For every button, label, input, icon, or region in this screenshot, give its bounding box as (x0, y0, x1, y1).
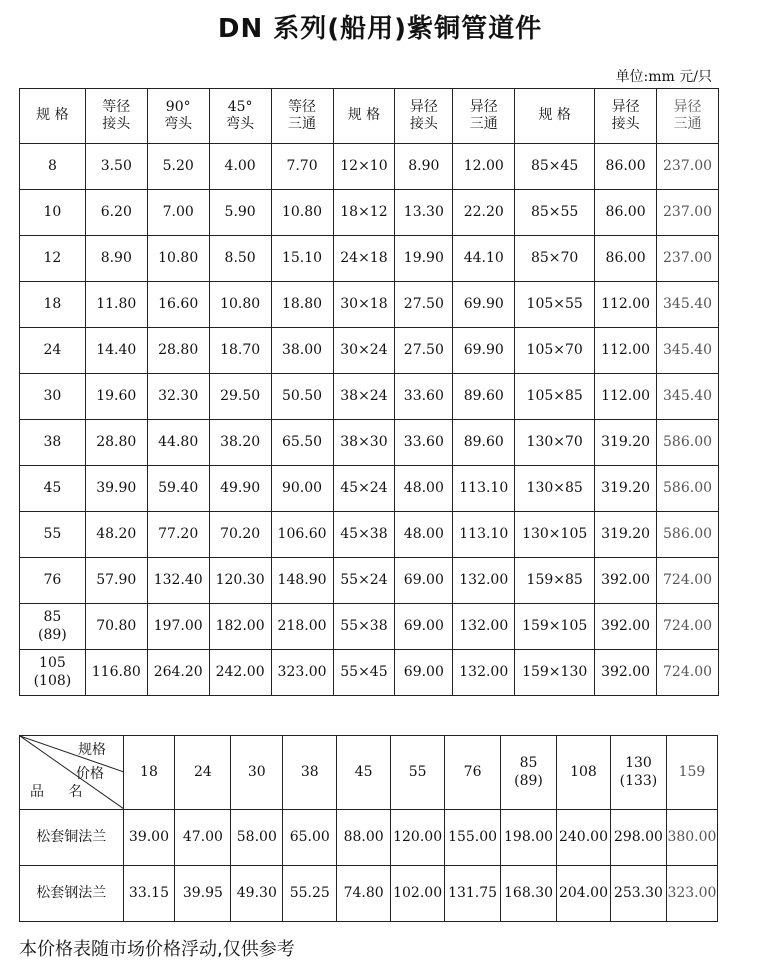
cell-text-line: 等径 (102, 98, 131, 115)
spec-cell (20, 420, 86, 466)
table-row (20, 374, 719, 420)
table-header-row (20, 89, 719, 144)
table-cell: 15.10 (271, 236, 333, 282)
table-cell: 105×85 (515, 374, 595, 420)
column-header (271, 89, 333, 144)
table-cell: 345.40 (657, 328, 719, 374)
table-cell: 10.80 (209, 282, 271, 328)
table-cell: 237.00 (657, 144, 719, 190)
table-cell: 132.00 (453, 558, 515, 604)
corner-spec-label: 规格 (78, 742, 106, 758)
table-cell: 69.00 (395, 650, 453, 696)
table-cell: 58.00 (231, 810, 283, 866)
table-cell: 65.50 (271, 420, 333, 466)
table-cell: 45×24 (333, 466, 395, 512)
table-cell: 47.00 (175, 810, 231, 866)
table-cell: 106.60 (271, 512, 333, 558)
table-cell: 86.00 (595, 236, 657, 282)
table-row (20, 650, 719, 696)
spec-cell (20, 236, 86, 282)
table-cell: 69.90 (453, 282, 515, 328)
table-cell: 57.90 (85, 558, 147, 604)
column-header (283, 736, 337, 810)
cell-text-line: 异径 (409, 98, 438, 115)
table-cell: 132.00 (453, 650, 515, 696)
table-cell: 38.20 (209, 420, 271, 466)
column-header (666, 736, 717, 810)
table-cell: 113.10 (453, 466, 515, 512)
column-header (595, 89, 657, 144)
table-cell: 65.00 (283, 810, 337, 866)
table-cell: 18.70 (209, 328, 271, 374)
table-cell: 6.20 (85, 190, 147, 236)
table-cell: 86.00 (595, 144, 657, 190)
spec-cell (20, 512, 86, 558)
table-row (20, 604, 719, 650)
table-row (20, 512, 719, 558)
table-cell: 28.80 (147, 328, 209, 374)
table-cell: 131.75 (445, 866, 501, 922)
column-header (657, 89, 719, 144)
table-cell: 77.20 (147, 512, 209, 558)
table-cell: 32.30 (147, 374, 209, 420)
table-cell: 48.20 (85, 512, 147, 558)
table-cell: 130×105 (515, 512, 595, 558)
table-cell: 49.90 (209, 466, 271, 512)
table-cell: 55.25 (283, 866, 337, 922)
table-cell: 33.60 (395, 420, 453, 466)
unit-label: 单位:mm 元/只 (615, 69, 712, 85)
table-cell: 198.00 (501, 810, 557, 866)
table-row (20, 328, 719, 374)
table-cell: 59.40 (147, 466, 209, 512)
cell-text-line: 90° (165, 98, 191, 115)
cell-text-line: 12 (43, 249, 62, 266)
cell-text-line: 三通 (288, 116, 317, 132)
table-cell: 28.80 (85, 420, 147, 466)
table-cell: 44.80 (147, 420, 209, 466)
table-cell: 586.00 (657, 420, 719, 466)
table-cell: 55×45 (333, 650, 395, 696)
table-cell: 120.30 (209, 558, 271, 604)
cell-text-line: 55 (43, 525, 62, 542)
table-cell: 218.00 (271, 604, 333, 650)
table-cell: 392.00 (595, 558, 657, 604)
table-cell: 29.50 (209, 374, 271, 420)
diagonal-header-cell (20, 736, 124, 810)
flange-price-table (19, 735, 718, 922)
table-cell: 27.50 (395, 328, 453, 374)
spec-cell (20, 328, 86, 374)
table-cell: 44.10 (453, 236, 515, 282)
cell-text-line: 85 (43, 609, 62, 625)
cell-text-line: 10 (43, 203, 62, 220)
table-cell: 48.00 (395, 512, 453, 558)
table-cell: 586.00 (657, 466, 719, 512)
table-row (20, 466, 719, 512)
table-cell: 298.00 (610, 810, 666, 866)
cell-text-line: 接头 (409, 116, 438, 132)
table-cell: 112.00 (595, 374, 657, 420)
table-cell: 345.40 (657, 374, 719, 420)
table-cell: 12.00 (453, 144, 515, 190)
column-header (85, 89, 147, 144)
table-cell: 724.00 (657, 604, 719, 650)
table-cell: 724.00 (657, 650, 719, 696)
cell-text-line: 8 (47, 157, 57, 174)
table-cell: 45×38 (333, 512, 395, 558)
table-cell: 392.00 (595, 604, 657, 650)
spec-cell (20, 282, 86, 328)
table-cell: 85×55 (515, 190, 595, 236)
table-cell: 27.50 (395, 282, 453, 328)
cell-text-line: 76 (43, 571, 62, 588)
column-header (501, 736, 557, 810)
table-cell: 105×70 (515, 328, 595, 374)
column-header (209, 89, 271, 144)
cell-text-line: 异径 (469, 98, 498, 115)
cell-text-line: 18 (43, 295, 62, 312)
cell-text-line: 45 (354, 763, 373, 780)
table-cell: 70.20 (209, 512, 271, 558)
table-cell: 3.50 (85, 144, 147, 190)
table-cell: 90.00 (271, 466, 333, 512)
table-cell: 155.00 (445, 810, 501, 866)
table-cell: 24×18 (333, 236, 395, 282)
cell-text-line: 异径 (673, 98, 702, 115)
table-cell: 55×24 (333, 558, 395, 604)
table-row (20, 282, 719, 328)
table-cell: 33.60 (395, 374, 453, 420)
cell-text-line: 弯头 (226, 116, 255, 132)
table-row (20, 190, 719, 236)
table-cell: 85×45 (515, 144, 595, 190)
cell-text-line: 55 (408, 763, 427, 780)
table-cell: 8.90 (85, 236, 147, 282)
page-title: DN 系列(船用)紫铜管道件 (217, 14, 543, 44)
table-cell: 14.40 (85, 328, 147, 374)
table-cell: 49.30 (231, 866, 283, 922)
table-cell: 132.00 (453, 604, 515, 650)
column-header (123, 736, 175, 810)
table-cell: 30×24 (333, 328, 395, 374)
table-cell: 22.20 (453, 190, 515, 236)
table-row (20, 866, 718, 922)
table-cell: 319.20 (595, 466, 657, 512)
table-cell: 380.00 (666, 810, 717, 866)
column-header (175, 736, 231, 810)
table-cell: 38.00 (271, 328, 333, 374)
table-cell: 5.90 (209, 190, 271, 236)
column-header (453, 89, 515, 144)
table-cell: 10.80 (271, 190, 333, 236)
table-cell: 319.20 (595, 420, 657, 466)
table-cell: 264.20 (147, 650, 209, 696)
corner-name-label: 品 名 (30, 784, 93, 800)
table-cell: 159×105 (515, 604, 595, 650)
cell-text-line: 76 (463, 763, 482, 780)
table-cell: 253.30 (610, 866, 666, 922)
table-cell: 345.40 (657, 282, 719, 328)
table-cell: 116.80 (85, 650, 147, 696)
table-cell: 323.00 (666, 866, 717, 922)
cell-text-line: 规 格 (347, 107, 381, 124)
column-header (333, 89, 395, 144)
table-cell: 112.00 (595, 282, 657, 328)
table-cell: 112.00 (595, 328, 657, 374)
table-row (20, 810, 718, 866)
column-header (445, 736, 501, 810)
table-cell: 19.90 (395, 236, 453, 282)
table-cell: 102.00 (391, 866, 445, 922)
cell-text-line: 接头 (611, 116, 640, 132)
table-cell: 130×85 (515, 466, 595, 512)
cell-text-line: 108 (570, 763, 597, 780)
table-cell: 50.50 (271, 374, 333, 420)
table-cell: 130×70 (515, 420, 595, 466)
column-header (147, 89, 209, 144)
table-cell: 30×18 (333, 282, 395, 328)
cell-text-line: 弯头 (164, 116, 193, 132)
cell-text-line: (133) (619, 772, 658, 789)
table-cell: 89.60 (453, 374, 515, 420)
cell-text-line: 三通 (469, 116, 498, 132)
table-cell: 7.70 (271, 144, 333, 190)
table-cell: 5.20 (147, 144, 209, 190)
table-cell: 392.00 (595, 650, 657, 696)
table-cell: 18.80 (271, 282, 333, 328)
column-header (20, 89, 86, 144)
table-cell: 8.90 (395, 144, 453, 190)
column-header (391, 736, 445, 810)
table-cell: 113.10 (453, 512, 515, 558)
cell-text-line: 130 (625, 755, 652, 771)
cell-text-line: (89) (514, 772, 543, 789)
table-cell: 39.00 (123, 810, 175, 866)
table-cell: 89.60 (453, 420, 515, 466)
column-header (610, 736, 666, 810)
cell-text-line: (89) (38, 626, 67, 643)
table-cell: 120.00 (391, 810, 445, 866)
table-cell: 70.80 (85, 604, 147, 650)
table-cell: 323.00 (271, 650, 333, 696)
spec-cell (20, 558, 86, 604)
spec-cell (20, 374, 86, 420)
spec-cell (20, 650, 86, 696)
cell-text-line: (108) (33, 672, 72, 689)
product-name-cell: 松套铜法兰 (20, 810, 124, 866)
spec-cell (20, 190, 86, 236)
table-cell: 7.00 (147, 190, 209, 236)
cell-text-line: 30 (247, 763, 266, 780)
cell-text-line: 规 格 (36, 107, 69, 124)
corner-price-label: 价格 (76, 766, 104, 782)
table-cell: 10.80 (147, 236, 209, 282)
table-cell: 237.00 (657, 190, 719, 236)
column-header (515, 89, 595, 144)
table-cell: 12×10 (333, 144, 395, 190)
table-header-row (20, 736, 718, 810)
cell-text-line: 规 格 (538, 107, 571, 124)
cell-text-line: 24 (193, 763, 212, 780)
table-cell: 237.00 (657, 236, 719, 282)
cell-text-line: 24 (43, 341, 62, 358)
table-cell: 19.60 (85, 374, 147, 420)
table-cell: 240.00 (557, 810, 611, 866)
table-cell: 148.90 (271, 558, 333, 604)
table-cell: 18×12 (333, 190, 395, 236)
table-cell: 33.15 (123, 866, 175, 922)
column-header (337, 736, 391, 810)
fittings-price-table (19, 88, 719, 696)
table-cell: 88.00 (337, 810, 391, 866)
table-cell: 204.00 (557, 866, 611, 922)
cell-text-line: 18 (140, 763, 158, 780)
cell-text-line: 等径 (288, 98, 317, 115)
table-cell: 197.00 (147, 604, 209, 650)
table-cell: 182.00 (209, 604, 271, 650)
cell-text-line: 105 (39, 655, 66, 671)
table-cell: 159×85 (515, 558, 595, 604)
cell-text-line: 85 (519, 755, 538, 771)
cell-text-line: 30 (43, 387, 62, 404)
cell-text-line: 接头 (102, 116, 131, 132)
table-row (20, 558, 719, 604)
table-cell: 11.80 (85, 282, 147, 328)
table-cell: 242.00 (209, 650, 271, 696)
table-cell: 39.90 (85, 466, 147, 512)
table-cell: 13.30 (395, 190, 453, 236)
table-cell: 74.80 (337, 866, 391, 922)
table-cell: 38×24 (333, 374, 395, 420)
table-cell: 39.95 (175, 866, 231, 922)
table-cell: 168.30 (501, 866, 557, 922)
cell-text-line: 45° (227, 98, 253, 115)
table-row (20, 144, 719, 190)
spec-cell (20, 144, 86, 190)
spec-cell (20, 466, 86, 512)
table-cell: 55×38 (333, 604, 395, 650)
table-cell: 85×70 (515, 236, 595, 282)
cell-text-line: 38 (43, 433, 62, 450)
table-cell: 69.90 (453, 328, 515, 374)
table-cell: 159×130 (515, 650, 595, 696)
column-header (395, 89, 453, 144)
table-cell: 319.20 (595, 512, 657, 558)
table-cell: 48.00 (395, 466, 453, 512)
price-disclaimer: 本价格表随市场价格浮动,仅供参考 (19, 939, 295, 960)
cell-text-line: 159 (678, 763, 706, 780)
table-cell: 69.00 (395, 604, 453, 650)
column-header (231, 736, 283, 810)
spec-cell (20, 604, 86, 650)
table-cell: 69.00 (395, 558, 453, 604)
table-cell: 586.00 (657, 512, 719, 558)
table-cell: 16.60 (147, 282, 209, 328)
cell-text-line: 异径 (611, 98, 640, 115)
cell-text-line: 38 (300, 763, 319, 780)
cell-text-line: 45 (43, 479, 62, 496)
table-cell: 132.40 (147, 558, 209, 604)
table-cell: 86.00 (595, 190, 657, 236)
cell-text-line: 三通 (673, 116, 702, 132)
table-row (20, 236, 719, 282)
table-row (20, 420, 719, 466)
table-cell: 8.50 (209, 236, 271, 282)
product-name-cell: 松套钢法兰 (20, 866, 124, 922)
column-header (557, 736, 611, 810)
table-cell: 4.00 (209, 144, 271, 190)
table-cell: 105×55 (515, 282, 595, 328)
table-cell: 38×30 (333, 420, 395, 466)
table-cell: 724.00 (657, 558, 719, 604)
